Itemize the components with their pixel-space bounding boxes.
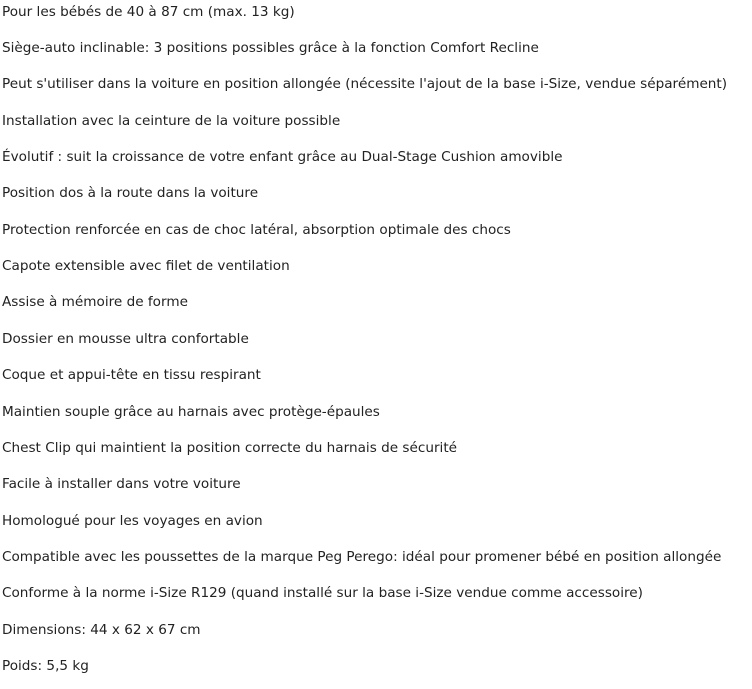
- feature-item: Assise à mémoire de forme: [2, 294, 188, 310]
- feature-item: Chest Clip qui maintient la position correcte du harnais de sécurité: [2, 440, 458, 456]
- feature-item: Poids: 5,5 kg: [2, 658, 89, 674]
- feature-item: Siège-auto inclinable: 3 positions possibles grâce à la fonction Comfort Recline: [2, 40, 539, 56]
- feature-item: Capote extensible avec filet de ventilation: [2, 258, 290, 274]
- feature-item: Compatible avec les poussettes de la marque Peg Perego: idéal pour promener bébé en position allongée: [2, 549, 722, 565]
- feature-item: Évolutif : suit la croissance de votre enfant grâce au Dual-Stage Cushion amovible: [2, 149, 563, 165]
- feature-item: Maintien souple grâce au harnais avec protège-épaules: [2, 404, 380, 420]
- feature-item: Dimensions: 44 x 62 x 67 cm: [2, 622, 201, 638]
- feature-item: Protection renforcée en cas de choc latéral, absorption optimale des chocs: [2, 222, 511, 238]
- feature-item: Pour les bébés de 40 à 87 cm (max. 13 kg): [2, 4, 295, 20]
- feature-item: Position dos à la route dans la voiture: [2, 185, 259, 201]
- feature-item: Facile à installer dans votre voiture: [2, 476, 241, 492]
- feature-item: Installation avec la ceinture de la voiture possible: [2, 113, 341, 129]
- feature-item: Coque et appui-tête en tissu respirant: [2, 367, 261, 383]
- feature-item: Homologué pour les voyages en avion: [2, 513, 263, 529]
- feature-item: Dossier en mousse ultra confortable: [2, 331, 249, 347]
- feature-item: Peut s'utiliser dans la voiture en position allongée (nécessite l'ajout de la base i-Size, vendue séparément): [2, 76, 728, 92]
- feature-item: Conforme à la norme i-Size R129 (quand installé sur la base i-Size vendue comme accessoire): [2, 585, 643, 601]
